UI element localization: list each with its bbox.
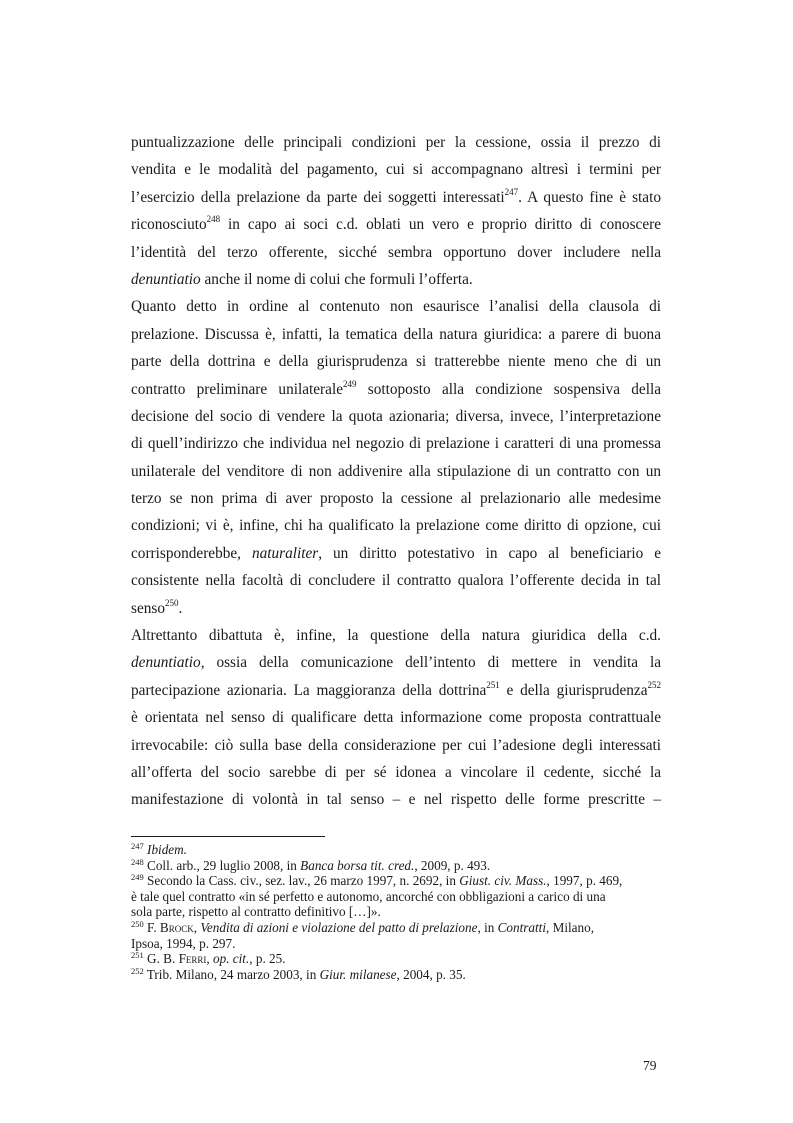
text-span: e della giurisprudenza [499,681,648,699]
footnote-separator [131,836,325,837]
text-line [131,458,661,485]
text-line [131,376,661,403]
text-span: corrisponderebbe, [131,544,252,562]
text-line [131,704,661,731]
italic-term: Contratti [497,919,547,935]
text-span: F. [143,919,160,935]
author-name: Ferri [178,951,207,967]
footnote-number: 247 [131,841,144,851]
text-line [131,266,661,293]
text-span: all’offerta del socio sarebbe di per sé idonea a vincolare il cedente, sicché la [131,763,661,781]
footnote-249-line-2: è tale quel contratto «in sé perfetto e autonomo, ancorché con obbligazioni a carico di una [131,888,606,904]
text-line [131,485,661,512]
text-span: Trib. Milano, 24 marzo 2003, in [143,966,320,982]
text-line [131,595,661,622]
footnote-number: 249 [131,872,144,883]
text-span: , p. 25. [249,951,286,967]
italic-term: Vendita di azioni e violazione del patto di prelazione [200,919,478,935]
text-span: di quell’indirizzo che individua nel negozio di prelazione i caratteri di una promessa [131,435,661,453]
text-line [131,403,661,430]
text-line [131,512,661,539]
footnote-249-line-3: sola parte, rispetto al contratto definitivo […]». [131,904,381,920]
text-line [131,293,661,320]
text-span: , ossia della comunicazione dell’intento di mettere in vendita la [200,654,661,672]
italic-term: op. cit. [213,951,250,967]
text-span: manifestazione di volontà in tal senso – e nel rispetto delle forme prescritte – [131,791,661,809]
text-span: terzo se non prima di aver proposto la cessione al prelazionario alle medesime [131,490,661,508]
footnote-ref-250[interactable]: 250 [165,597,179,608]
text-span: consistente nella facoltà di concludere il contratto qualora l’offerente decida in tal [131,572,661,590]
text-line [131,786,661,813]
text-span: . [178,599,183,617]
footnote-ref-252[interactable]: 252 [647,679,661,690]
italic-term: Giur. milanese [319,966,397,982]
text-span: G. B. [143,951,179,967]
author-name: Brock [159,919,194,935]
text-span: Coll. arb., 29 luglio 2008, in [143,857,301,873]
footnotes [131,842,661,982]
text-span: contratto preliminare unilaterale [131,380,343,398]
text-line [131,732,661,759]
footnote-ref-251[interactable]: 251 [486,679,500,690]
text-line [131,239,661,266]
text-line [131,184,661,211]
text-span: Altrettanto dibattuta è, infine, la questione della natura giuridica della c.d. [131,627,661,645]
text-line [131,540,661,567]
text-line [131,759,661,786]
page-number: 79 [643,1058,657,1073]
footnote-250-line-2: Ipsoa, 1994, p. 297. [131,935,236,951]
text-span: condizioni; vi è, infine, chi ha qualificato la prelazione come diritto di opzione, cui [131,517,661,535]
text-span: irrevocabile: ciò sulla base della considerazione per cui l’adesione degli interessati [131,736,661,754]
footnote-number: 251 [131,950,144,961]
footnote-number: 250 [131,918,144,929]
text-line [131,129,661,156]
italic-term: Ibidem. [147,842,187,857]
footnote-number: 248 [131,856,144,867]
text-span: Secondo la Cass. civ., sez. lav., 26 marzo 1997, n. 2692, in [143,873,460,889]
text-span: è orientata nel senso di qualificare detta informazione come proposta contrattuale [131,709,661,727]
text-span: prelazione. Discussa è, infatti, la tematica della natura giuridica: a parere di buona [131,325,661,343]
italic-term: denuntiatio [131,270,201,288]
text-line [131,156,661,183]
text-span: riconosciuto [131,216,207,234]
footnote-251 [131,951,661,967]
italic-term: Banca borsa tit. cred. [300,857,415,873]
body-text [131,129,661,814]
text-line [131,677,661,704]
footnote-ref-247[interactable]: 247 [504,186,519,197]
text-span: l’identità del terzo offerente, sicché sembra opportuno dover includere nella [131,243,661,261]
text-span: . A questo fine è stato [518,188,661,206]
text-line [131,348,661,375]
footnote-249 [131,873,661,889]
text-span: partecipazione azionaria. La maggioranza della dottrina [131,681,487,699]
text-span: , [206,951,213,967]
text-span: , 2004, p. 35. [396,966,466,982]
footnote-ref-249[interactable]: 249 [342,378,357,389]
text-span: in capo ai soci c.d. oblati un vero e proprio diritto di conoscere [220,216,661,234]
text-span: puntualizzazione delle principali condizioni per la cessione, ossia il prezzo di [131,134,661,151]
text-span: l’esercizio della prelazione da parte dei soggetti interessati [131,188,505,206]
text-span: , 2009, p. 493. [414,857,491,873]
text-span: parte della dottrina e della giurisprudenza si tratterebbe niente meno che di un [131,353,661,371]
text-line [131,567,661,594]
text-span: sottoposto alla condizione sospensiva della [356,380,661,398]
text-span: senso [131,599,165,617]
text-line [131,622,661,649]
text-line [131,211,661,238]
text-span: unilaterale del venditore di non addivenire alla stipulazione di un contratto con un [131,462,661,480]
text-line [131,649,661,676]
text-span: , 1997, p. 469, [546,873,623,889]
text-span: , in [477,919,498,935]
italic-term: naturaliter [251,544,319,562]
italic-term: denuntiatio [131,654,201,672]
text-span: , [193,919,201,935]
footnote-247 [131,842,661,858]
footnote-248 [131,858,661,874]
text-span: anche il nome di colui che formuli l’offerta. [200,270,473,288]
footnote-number: 252 [131,965,144,976]
text-span: , un diritto potestativo in capo al beneficiario e [318,544,661,562]
text-line [131,321,661,348]
text-line [131,430,661,457]
text-span: decisione del socio di vendere la quota azionaria; diversa, invece, l’interpretazione [131,407,661,425]
footnote-250 [131,920,661,936]
footnote-252 [131,967,661,983]
italic-term: Giust. civ. Mass. [459,873,547,889]
text-span: vendita e le modalità del pagamento, cui si accompagnano altresì i termini per [131,161,661,179]
footnote-ref-248[interactable]: 248 [206,214,221,225]
text-span: , Milano, [546,919,595,935]
text-span: Quanto detto in ordine al contenuto non esaurisce l’analisi della clausola di [131,298,661,316]
